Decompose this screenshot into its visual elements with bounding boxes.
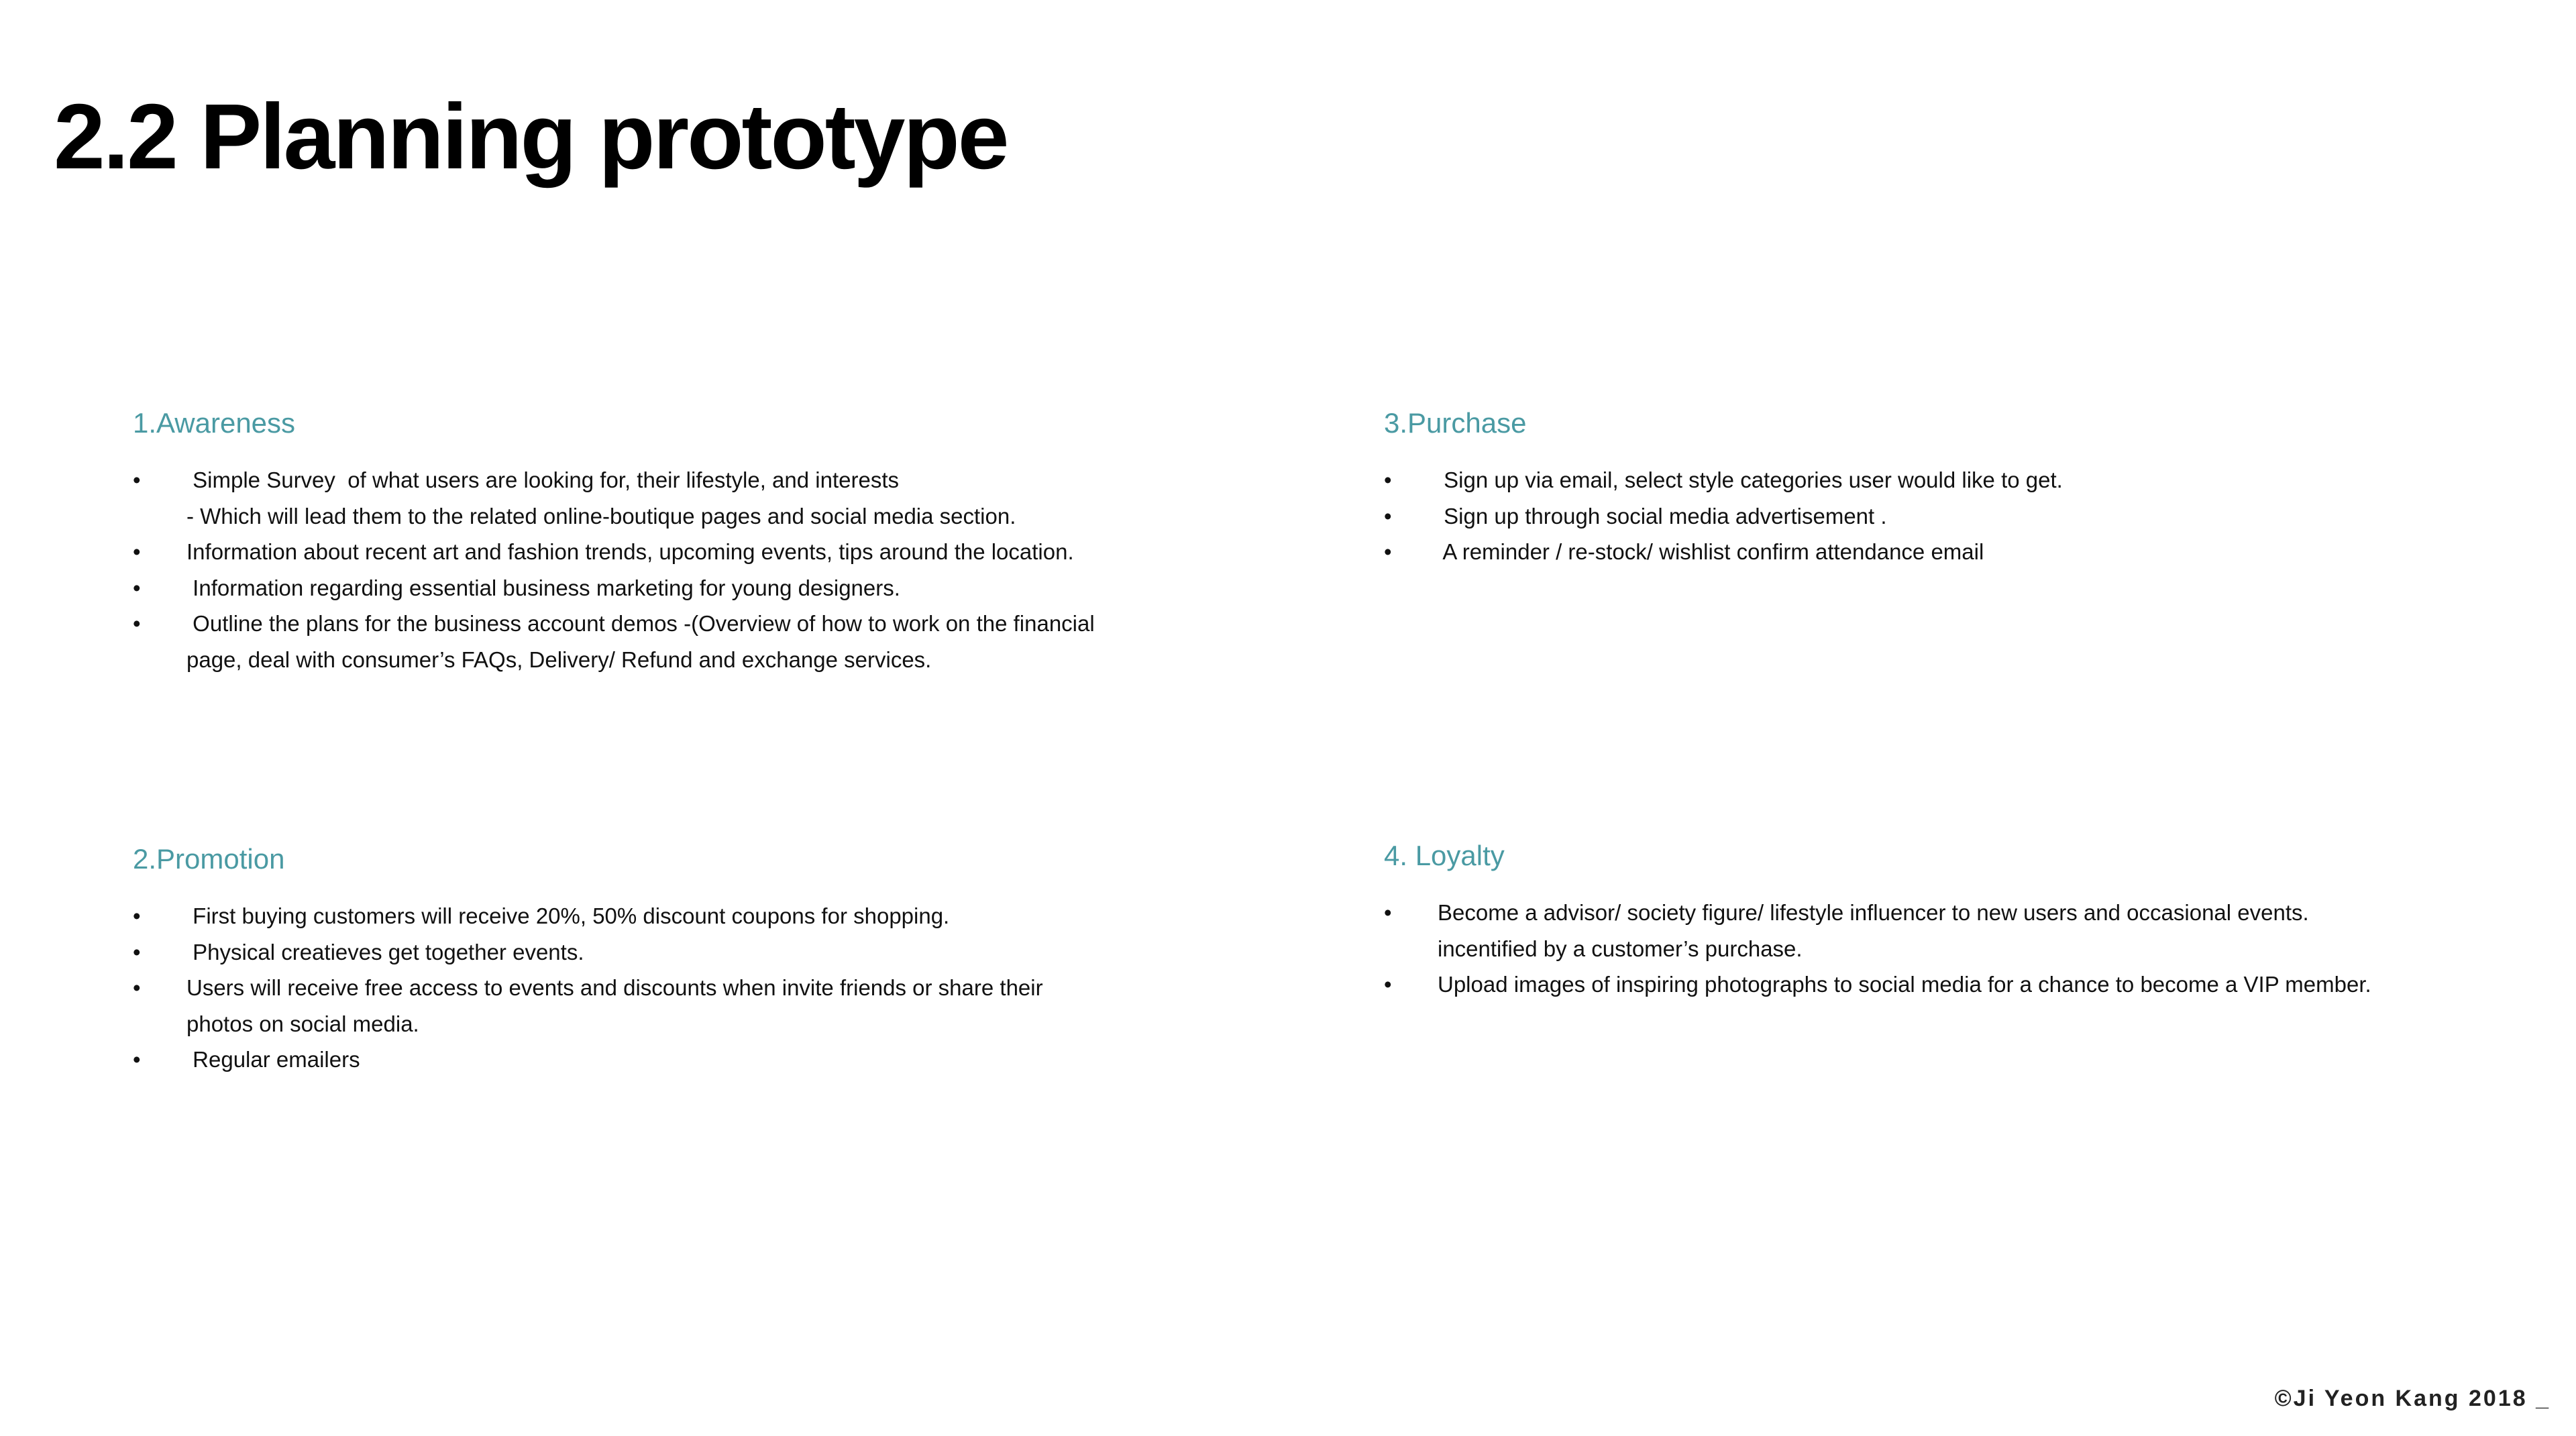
list-item-text: Sign up via email, select style categories user would like to get.: [1438, 467, 2063, 493]
bullet-dot-icon: •: [133, 939, 141, 964]
section-heading-loyalty: 4. Loyalty: [1384, 840, 1505, 871]
section-purchase: [1384, 406, 2063, 570]
list-item-text: photos on social media.: [186, 1011, 419, 1036]
list-item: [133, 570, 1095, 606]
section-loyalty: [1384, 839, 2371, 1003]
list-item-text: Outline the plans for the business account demos -(Overview of how to work on the financial: [186, 611, 1095, 637]
list-item: [1384, 498, 2063, 535]
list-item-text: Become a advisor/ society figure/ lifestyle influencer to new users and occasional events.: [1438, 900, 2309, 926]
bullet-dot-icon: •: [1384, 503, 1392, 529]
section-awareness: [133, 406, 1095, 677]
list-item-text: Information about recent art and fashion trends, upcoming events, tips around the location.: [186, 539, 1074, 565]
list-item-text: First buying customers will receive 20%, 50% discount coupons for shopping.: [186, 903, 950, 929]
list-item-text: Information regarding essential business marketing for young designers.: [186, 575, 900, 600]
list-item-text: Users will receive free access to events and discounts when invite friends or share their: [186, 975, 1043, 1001]
section-heading-promotion: 2.Promotion: [133, 843, 285, 875]
list-item: [133, 970, 1043, 1042]
bullet-dot-icon: •: [1384, 467, 1392, 493]
bullet-dot-icon: •: [133, 539, 141, 565]
list-item-text: incentified by a customer’s purchase.: [1438, 936, 1803, 961]
bullet-dot-icon: •: [133, 975, 141, 1001]
bullet-dot-icon: •: [133, 611, 141, 637]
list-item-text: Upload images of inspiring photographs to social media for a chance to become a VIP member.: [1438, 972, 2371, 997]
list-item: [1384, 534, 2063, 570]
bullet-dot-icon: •: [1384, 972, 1392, 997]
bullet-dot-icon: •: [133, 467, 141, 493]
list-item: [133, 606, 1095, 677]
list-item: [133, 462, 1095, 534]
bullet-list-purchase: [1384, 462, 2063, 570]
page-title: 2.2 Planning prototype: [54, 85, 1008, 188]
section-heading-awareness: 1.Awareness: [133, 407, 296, 439]
bullet-list-awareness: [133, 462, 1095, 677]
bullet-dot-icon: •: [133, 1047, 141, 1072]
list-item-text: Sign up through social media advertisement .: [1438, 503, 1887, 529]
list-item: [1384, 966, 2371, 1003]
bullet-dot-icon: •: [1384, 539, 1392, 565]
list-item: [1384, 462, 2063, 498]
bullet-dot-icon: •: [1384, 900, 1392, 926]
bullet-dot-icon: •: [133, 575, 141, 600]
list-item: [133, 1042, 1043, 1078]
section-heading-purchase: 3.Purchase: [1384, 407, 1527, 439]
bullet-list-promotion: [133, 898, 1043, 1078]
list-item: [1384, 895, 2371, 966]
list-item-text: Physical creatieves get together events.: [186, 939, 584, 964]
bullet-dot-icon: •: [133, 903, 141, 929]
list-item-text: - Which will lead them to the related online-boutique pages and social media section.: [186, 503, 1016, 529]
bullet-list-loyalty: [1384, 895, 2371, 1003]
list-item-text: A reminder / re-stock/ wishlist confirm attendance email: [1438, 539, 1984, 565]
section-promotion: [133, 842, 1043, 1078]
list-item: [133, 534, 1095, 570]
list-item-text: Simple Survey of what users are looking for, their lifestyle, and interests: [186, 467, 899, 493]
list-item: [133, 934, 1043, 971]
footer-credit: ©Ji Yeon Kang 2018 _: [2274, 1386, 2551, 1411]
list-item-text: Regular emailers: [186, 1047, 360, 1072]
list-item-text: page, deal with consumer’s FAQs, Delivery/ Refund and exchange services.: [186, 647, 932, 672]
list-item: [133, 898, 1043, 934]
